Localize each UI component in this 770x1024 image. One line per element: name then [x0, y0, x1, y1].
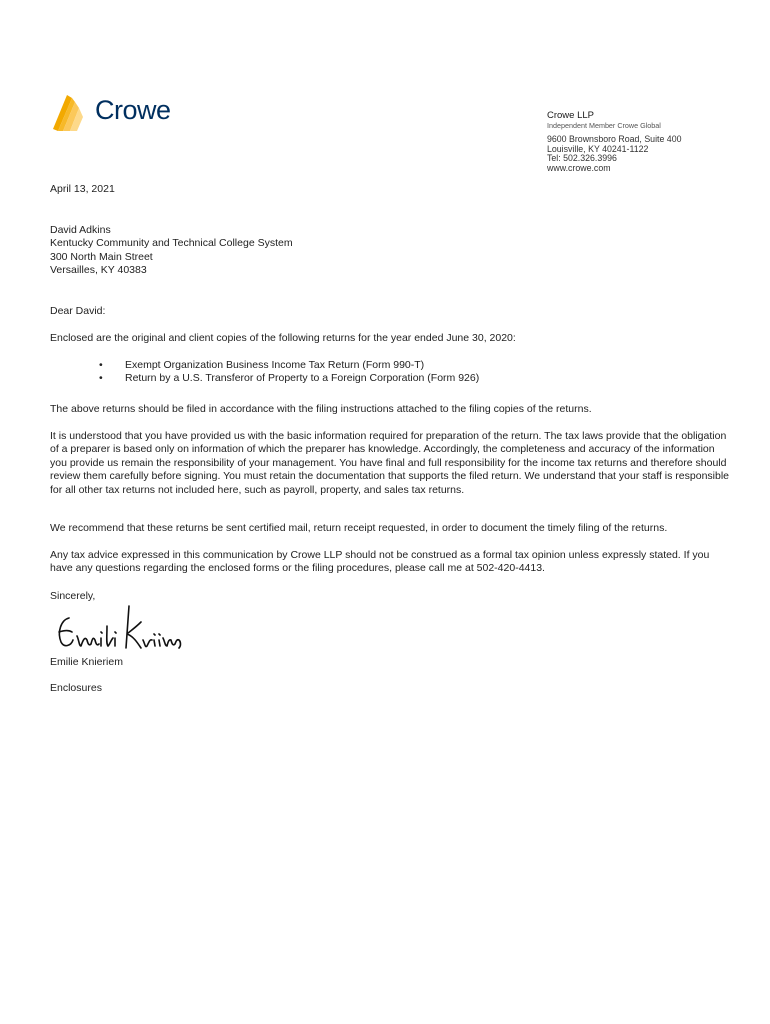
certified-mail-paragraph: We recommend that these returns be sent certified mail, return receipt requested, in order to document the timely filing of the returns. — [50, 522, 668, 534]
return-item-label: Return by a U.S. Transferor of Property to a Foreign Corporation (Form 926) — [125, 372, 480, 385]
list-item — [99, 359, 699, 372]
crowe-logo — [50, 93, 190, 135]
crowe-flame-icon — [50, 93, 92, 135]
letterhead-address-line1: 9600 Brownsboro Road, Suite 400 — [547, 134, 682, 144]
recipient-name: David Adkins — [50, 224, 111, 236]
bullet-icon: • — [99, 359, 103, 371]
letterhead-address-line2: Louisville, KY 40241-1122 — [547, 143, 649, 154]
signer-name: Emilie Knieriem — [50, 656, 123, 668]
letterhead-firm: Crowe LLP — [547, 110, 594, 121]
returns-list — [99, 359, 699, 386]
brand-name: Crowe — [95, 95, 171, 125]
enclosures-label: Enclosures — [50, 682, 102, 694]
letterhead-phone: Tel: 502.326.3996 — [547, 153, 617, 163]
responsibility-paragraph: It is understood that you have provided us with the basic information required for preparation of the return. The tax laws provide that the obligation of a preparer is based only on information of which the preparer has knowledge. Accordingly, the completeness and accuracy of the information you provide us remain the responsibility of your management. You have final and full responsibility for the income tax returns and therefore should review them carefully before signing. You must retain the documentation that supports the filed return. We understand that your staff is responsible for all other tax returns not included here, such as payroll, property, and sales tax returns. — [50, 430, 729, 496]
recipient-organization: Kentucky Community and Technical College System — [50, 237, 293, 250]
recipient-city: Versailles, KY 40383 — [50, 264, 147, 277]
letterhead — [547, 110, 737, 173]
list-item — [99, 372, 699, 385]
closing: Sincerely, — [50, 590, 96, 602]
handwritten-signature — [55, 596, 190, 656]
letterhead-website: www.crowe.com — [547, 162, 611, 173]
bullet-icon: • — [99, 372, 103, 385]
letter-date: April 13, 2021 — [50, 183, 115, 195]
salutation: Dear David: — [50, 305, 106, 317]
return-item-label: Exempt Organization Business Income Tax Return (Form 990-T) — [125, 359, 425, 371]
recipient-street: 300 North Main Street — [50, 250, 153, 263]
recipient-address — [50, 224, 730, 278]
tax-advice-paragraph: Any tax advice expressed in this communication by Crowe LLP should not be construed as a formal tax opinion unless expressly stated. If you have any questions regarding the enclosed forms or the filing procedures, please call me at 502-420-4413. — [50, 549, 710, 575]
intro-paragraph: Enclosed are the original and client copies of the following returns for the year ended June 30, 2020: — [50, 332, 516, 344]
filing-paragraph: The above returns should be filed in accordance with the filing instructions attached to the filing copies of the returns. — [50, 403, 592, 415]
letterhead-tagline: Independent Member Crowe Global — [547, 121, 661, 130]
